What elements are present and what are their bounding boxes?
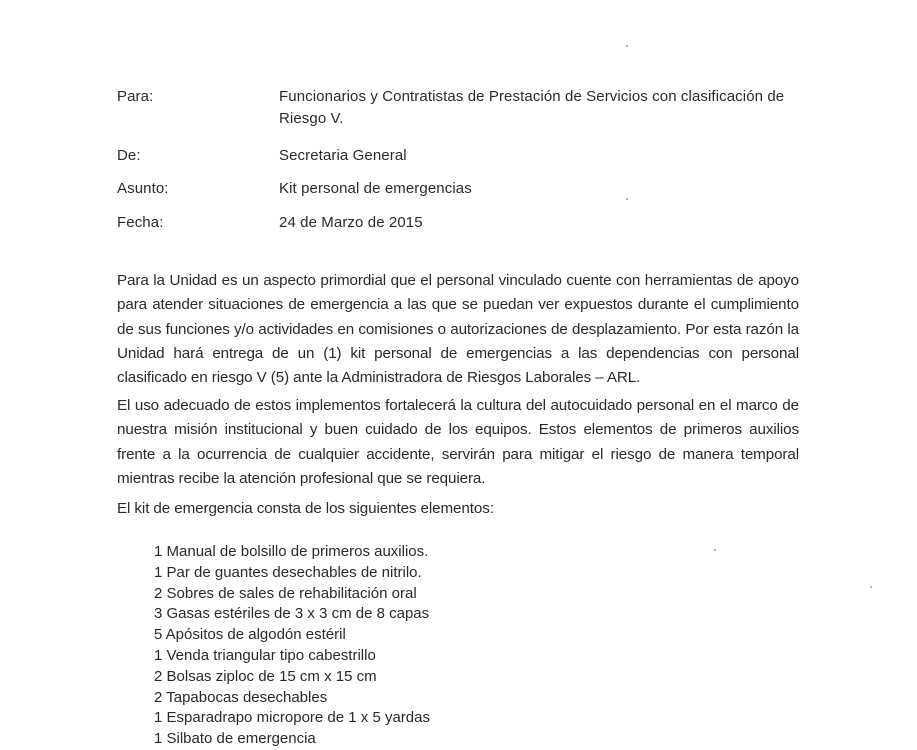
list-item: 2 Sobres de sales de rehabilitación oral [154,584,417,602]
list-item: 1 Par de guantes desechables de nitrilo. [154,563,422,581]
scan-speck [870,586,872,588]
header-label-de: De: [117,147,141,164]
list-item: 1 Esparadrapo micropore de 1 x 5 yardas [154,709,430,727]
list-item: 2 Tapabocas desechables [154,688,328,706]
list-item: 3 Gasas estériles de 3 x 3 cm de 8 capas [154,605,430,623]
body-paragraph-1: Para la Unidad es un aspecto primordial que el personal vinculado cuente con herramientas de apoyo para atender situaciones de emergencia a las que se puedan ver expuestos durante el cumplimiento de sus funciones y/o actividades en comisiones o autorizaciones de desplazamiento. Por esta razón la Unidad hará entrega de un (1) kit personal de emergencias a las dependencias con personal clasificado en riesgo V (5) ante la Administradora de Riesgos Laborales – ARL. [117,272,799,387]
header-value-para: Funcionarios y Contratistas de Prestación de Servicios con clasificación de Riesgo V. [279,88,785,127]
kit-intro-paragraph: El kit de emergencia consta de los siguientes elementos: [117,500,494,517]
list-item: 2 Bolsas ziploc de 15 cm x 15 cm [154,667,377,685]
list-item: 1 Silbato de emergencia [154,730,316,748]
kit-items-list [154,542,430,750]
header-value-fecha: 24 de Marzo de 2015 [279,214,423,231]
list-item: 5 Apósitos de algodón estéril [154,626,346,644]
header-label-fecha: Fecha: [117,214,164,231]
scan-speck [626,198,628,200]
list-item: 1 Manual de bolsillo de primeros auxilios. [154,543,429,560]
header-label-para: Para: [117,88,154,105]
scan-speck [714,549,716,551]
header-value-asunto: Kit personal de emergencias [279,180,472,197]
header-value-de: Secretaria General [279,147,407,164]
header-label-asunto: Asunto: [117,180,169,197]
body-paragraph-2: El uso adecuado de estos implementos fortalecerá la cultura del autocuidado personal en el marco de nuestra misión institucional y buen cuidado de los equipos. Estos elementos de primeros auxilios frente a la ocurrencia de cualquier accidente, servirán para mitigar el riesgo de manera temporal mientras recibe la atención profesional que se requiera. [117,397,799,487]
list-item: 1 Venda triangular tipo cabestrillo [154,646,376,664]
scan-speck [626,45,628,47]
